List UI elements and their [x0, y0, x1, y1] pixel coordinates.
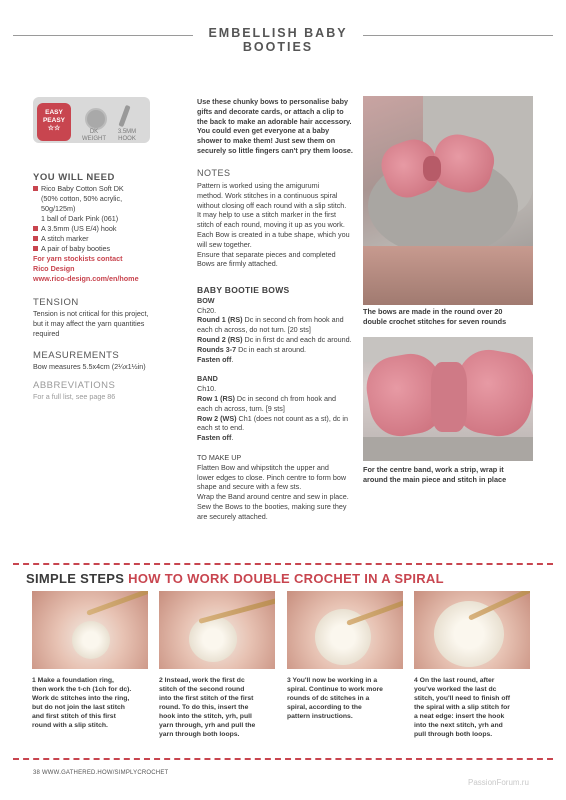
watermark: PassionForum.ru [468, 778, 529, 787]
materials-list: Rico Baby Cotton Soft DK (50% cotton, 50% acrylic, 50g/125m) 1 ball of Dark Pink (061) A 3.5mm (US E/4) hook A stitch marker A pair of baby booties For yarn stockists contact Rico Design www.rico-design.com/en/home [33, 184, 188, 284]
step-1-text: 1 Make a foundation ring, then work the t-ch (1ch for dc). Work dc stitches into the ring, but do not join the last stitch and first stitch of this first round with a slip stitch. [32, 677, 132, 729]
list-item: A 3.5mm (US E/4) hook [33, 224, 188, 234]
measurements-text: Bow measures 5.5x4cm (2¼x1½in) [33, 362, 146, 371]
bow-line: Fasten off. [197, 354, 234, 364]
simple-steps-title: SIMPLE STEPS HOW TO WORK DOUBLE CROCHET IN A SPIRAL [26, 571, 444, 586]
step-4-photo [414, 591, 530, 669]
header-rule-left [13, 35, 193, 36]
notes-heading: NOTES [197, 168, 231, 178]
tension-heading: TENSION [33, 297, 79, 308]
yarn-weight-label: DK WEIGHT [82, 129, 106, 142]
you-will-need-heading: YOU WILL NEED [33, 172, 115, 183]
make-up-heading: TO MAKE UP [197, 452, 242, 462]
bow-line: Rounds 3-7 Dc in each st around. [197, 344, 307, 354]
band-line: Row 1 (RS) Dc in second ch from hook and [197, 393, 337, 403]
band-line: Ch10. [197, 384, 217, 394]
bow-line: Ch20. [197, 305, 217, 315]
bows-heading: BABY BOOTIE BOWS [197, 285, 290, 295]
bow-line: Round 2 (RS) Dc in first dc and each dc around. [197, 334, 352, 344]
hook-size-label: 3.5MM HOOK [117, 129, 137, 142]
step-3-text: 3 You'll now be working in a spiral. Continue to work more rounds of dc stitches in a spiral, according to the pattern instructions. [287, 677, 383, 720]
band-line: Fasten off. [197, 433, 234, 443]
measurements-heading: MEASUREMENTS [33, 350, 120, 361]
bootie-photo-2 [363, 337, 533, 461]
intro-text: Use these chunky bows to personalise baby gifts and decorate cards, or attach a clip to the back to make an adorable hair accessory. You could even get everyone at a baby shower to make them! Just sew them on securely so little fingers can't pry them loose. [197, 97, 353, 155]
tension-text: Tension is not critical for this project, but it may affect the yarn quantities required [33, 309, 149, 338]
bow-line: each ch across, do not turn. [20 sts] [197, 325, 311, 335]
bootie-photo-1 [363, 96, 533, 305]
abbreviations-text: For a full list, see page 86 [33, 392, 116, 401]
step-1-photo [32, 591, 148, 669]
step-2-photo [159, 591, 275, 669]
page-header-title: EMBELLISH BABY BOOTIES [208, 26, 348, 54]
band-subheading: BAND [197, 374, 218, 384]
photo-1-caption: The bows are made in the round over 20 double crochet stitches for seven rounds [363, 307, 507, 326]
step-2-text: 2 Instead, work the first dc stitch of the second round into the first stitch of the first round. To do this, insert the hook into the stitch, yrh, pull yarn through, yrh and pull the yarn through both loops. [159, 677, 256, 738]
band-line: each st to end. [197, 423, 245, 433]
step-3-photo [287, 591, 403, 669]
bows-pattern: BABY BOOTIE BOWS BOW Ch20. Round 1 (RS) Dc in second ch from hook and each ch across, do not turn. [20 sts] Round 2 (RS) Dc in first dc and each dc around. Rounds 3-7 Dc in each st around. Fasten off. BAND Ch10. Row 1 (RS) Dc in second ch from hook and each ch across, turn. [9 sts] Row 2 (WS) Ch1 (does not count as a st), dc in each st to end. Fasten off. TO MAKE UP Flatten Bow and whipstitch the upper and lower edges to close. Pinch centre to form bow shape and secure with a few sts. Wrap the Band around centre and sew in place. Sew the Bows to the booties, making sure they are securely attached. [197, 286, 357, 522]
band-line: each ch across, turn. [9 sts] [197, 403, 285, 413]
photo-2-caption: For the centre band, work a strip, wrap it around the main piece and stitch in place [363, 465, 507, 484]
bow-subheading: BOW [197, 295, 215, 305]
list-item: Rico Baby Cotton Soft DK [33, 184, 188, 194]
page-footer: 38 WWW.GATHERED.HOW/SIMPLYCROCHET [33, 770, 169, 776]
stockist-name: Rico Design [33, 264, 75, 273]
yarn-ball-icon [85, 108, 107, 130]
header-rule-right [363, 35, 553, 36]
list-item: A pair of baby booties [33, 244, 188, 254]
stockist-line: For yarn stockists contact [33, 254, 123, 263]
notes-text: Pattern is worked using the amigurumi method. Work stitches in a continuous spiral without closing off each round with a slip stitch. It may help to use a stitch marker in the first stitch of each round, moving it up as you work. Each Bow is created in a tube shape, which you will sew together. Ensure that separate pieces and completed Bows are firmly attached. [197, 181, 350, 269]
list-item: A stitch marker [33, 234, 188, 244]
bow-line: Round 1 (RS) Dc in second ch from hook and [197, 315, 344, 325]
band-line: Row 2 (WS) Ch1 (does not count as a st), dc in [197, 413, 348, 423]
abbreviations-heading: ABBREVIATIONS [33, 380, 116, 391]
easy-peasy-badge: EASY PEASY ☆☆ [37, 103, 71, 141]
stockist-url: www.rico-design.com/en/home [33, 274, 139, 283]
step-4-text: 4 On the last round, after you've worked the last dc stitch, you'll need to finish off the spiral with a slip stitch for a neat edge: insert the hook into the next stitch, yrh and pull through both loops. [414, 677, 511, 738]
